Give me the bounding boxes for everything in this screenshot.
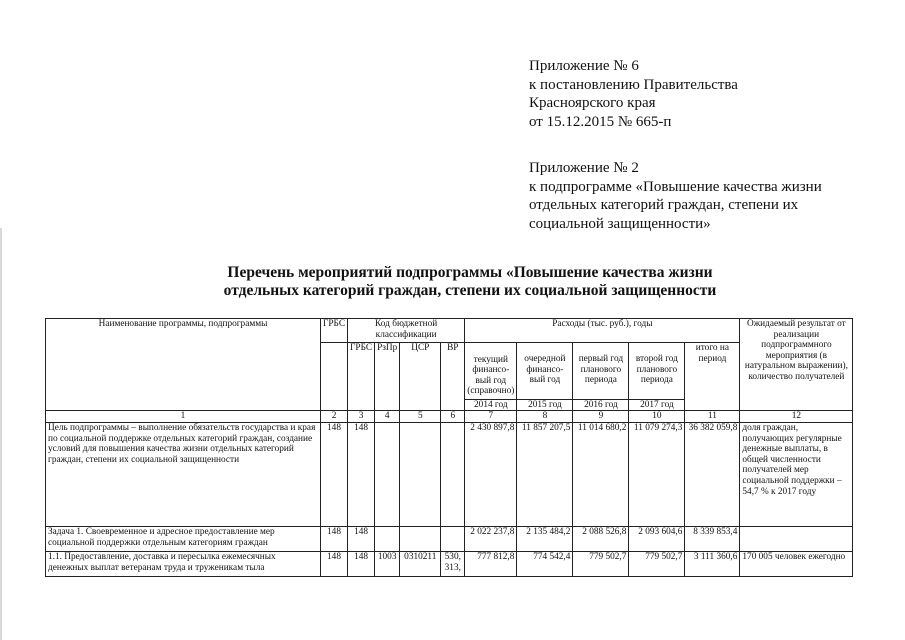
column-number: 2 (321, 411, 348, 423)
row-value-2017: 11 079 274,3 (629, 423, 685, 527)
appendix-2-line-1: Приложение № 2 (529, 160, 639, 176)
row-value-2017: 779 502,7 (629, 552, 685, 577)
header-total: итого на период (685, 343, 740, 411)
header-next-year-label: очередной финансо-вый год (524, 354, 566, 386)
header-sub-csr: ЦСР (400, 343, 441, 411)
header-grbs-blank (321, 343, 348, 411)
header-sub-rzpr: РзПр (375, 343, 400, 411)
column-number: 10 (629, 411, 685, 423)
appendix-2-line-2: к подпрограмме «Повышение качества жизни (529, 178, 822, 195)
row-vr: 530, 313, (441, 552, 465, 577)
appendix-2-header (529, 159, 822, 233)
row-name: Задача 1. Своевременное и адресное предоставление мер социальной поддержки отдельным категориям граждан (46, 527, 321, 552)
row-value-2016: 2 088 526,8 (573, 527, 629, 552)
header-grbs: ГРБС (321, 319, 348, 343)
header-next-year (517, 343, 573, 411)
row-rzpr (375, 527, 400, 552)
row-value-total: 3 111 360,6 (685, 552, 740, 577)
appendix-6-line-1: Приложение № 6 (529, 58, 639, 74)
header-plan-year-1 (573, 343, 629, 411)
document-title-line-2: отдельных категорий граждан, степени их социальной защищенности (223, 282, 717, 299)
table-row-measure-1-1 (46, 552, 853, 577)
row-grbs: 148 (321, 552, 348, 577)
row-csr: 0310211 (400, 552, 441, 577)
row-vr (441, 423, 465, 527)
row-value-2016: 779 502,7 (573, 552, 629, 577)
row-grbs-code: 148 (348, 423, 375, 527)
row-value-2015: 774 542,4 (517, 552, 573, 577)
column-number: 8 (517, 411, 573, 423)
measures-table (45, 318, 853, 577)
row-value-2017: 2 093 604,6 (629, 527, 685, 552)
row-value-2015: 11 857 207,5 (517, 423, 573, 527)
row-rzpr (375, 423, 400, 527)
document-title (150, 264, 790, 300)
header-plan-year-1-label: первый год планового периода (578, 354, 624, 386)
header-name: Наименование программы, подпрограммы (46, 319, 321, 411)
column-number: 5 (400, 411, 441, 423)
appendix-6-line-2: к постановлению Правительства (529, 76, 738, 93)
header-year-2016: 2016 год (573, 399, 628, 410)
table-row-task-1 (46, 527, 853, 552)
header-sub-vr: ВР (441, 343, 465, 411)
row-name: 1.1. Предоставление, доставка и пересылка ежемесячных денежных выплат ветеранам труда и труженикам тыла (46, 552, 321, 577)
row-value-2014: 777 812,8 (465, 552, 517, 577)
column-number: 4 (375, 411, 400, 423)
row-grbs-code: 148 (348, 552, 375, 577)
appendix-6-header (529, 57, 738, 131)
column-number: 9 (573, 411, 629, 423)
row-value-2014: 2 022 237,8 (465, 527, 517, 552)
row-value-2016: 11 014 680,2 (573, 423, 629, 527)
row-value-2014: 2 430 897,8 (465, 423, 517, 527)
appendix-6-line-3: Красноярского края (529, 95, 656, 111)
row-grbs: 148 (321, 527, 348, 552)
table-row-goal (46, 423, 853, 527)
header-budget-code: Код бюджетной классификации (348, 319, 465, 343)
row-name: Цель подпрограммы – выполнение обязательств государства и края по социальной поддержке отдельных категорий граждан, создание условий для повышения качества жизни отдельных категорий граждан, степени их социальной защищенности (46, 423, 321, 527)
column-number: 11 (685, 411, 740, 423)
row-csr (400, 423, 441, 527)
appendix-2-line-4: социальной защищенности» (529, 215, 711, 232)
header-year-2015: 2015 год (517, 399, 572, 410)
header-sub-grbs: ГРБС (348, 343, 375, 411)
column-number: 12 (740, 411, 853, 423)
appendix-6-line-4: от 15.12.2015 № 665-п (529, 113, 672, 130)
header-year-2014: 2014 год (465, 399, 516, 410)
header-plan-year-2-label: второй год планового периода (635, 354, 678, 386)
header-expected-result: Ожидаемый результат от реализации подпрограммного мероприятия (в натуральном выражении), количество получателей (740, 319, 853, 411)
column-number: 3 (348, 411, 375, 423)
scan-edge-shadow (0, 228, 2, 640)
appendix-2-line-3: отдельных категорий граждан, степени их (529, 197, 799, 213)
row-grbs-code: 148 (348, 527, 375, 552)
row-grbs: 148 (321, 423, 348, 527)
header-year-2017: 2017 год (629, 399, 684, 410)
header-current-year (465, 343, 517, 411)
row-value-total: 8 339 853,4 (685, 527, 740, 552)
row-csr (400, 527, 441, 552)
column-number-row (46, 411, 853, 423)
row-expected-result: 170 005 человек ежегодно (740, 552, 853, 577)
header-plan-year-2 (629, 343, 685, 411)
row-expected-result (740, 527, 853, 552)
row-value-total: 36 382 059,8 (685, 423, 740, 527)
header-expenses: Расходы (тыс. руб.), годы (465, 319, 740, 343)
row-value-2015: 2 135 484,2 (517, 527, 573, 552)
header-current-year-label: текущий финансо-вый год (справочно) (467, 354, 515, 397)
row-expected-result: доля граждан, получающих регулярные денежные выплаты, в общей численности получателей мер социальной поддержки – 54,7 % к 2017 году (740, 423, 853, 527)
document-title-line-1: Перечень мероприятий подпрограммы «Повышение качества жизни (227, 264, 713, 281)
column-number: 1 (46, 411, 321, 423)
row-vr (441, 527, 465, 552)
row-rzpr: 1003 (375, 552, 400, 577)
column-number: 7 (465, 411, 517, 423)
column-number: 6 (441, 411, 465, 423)
